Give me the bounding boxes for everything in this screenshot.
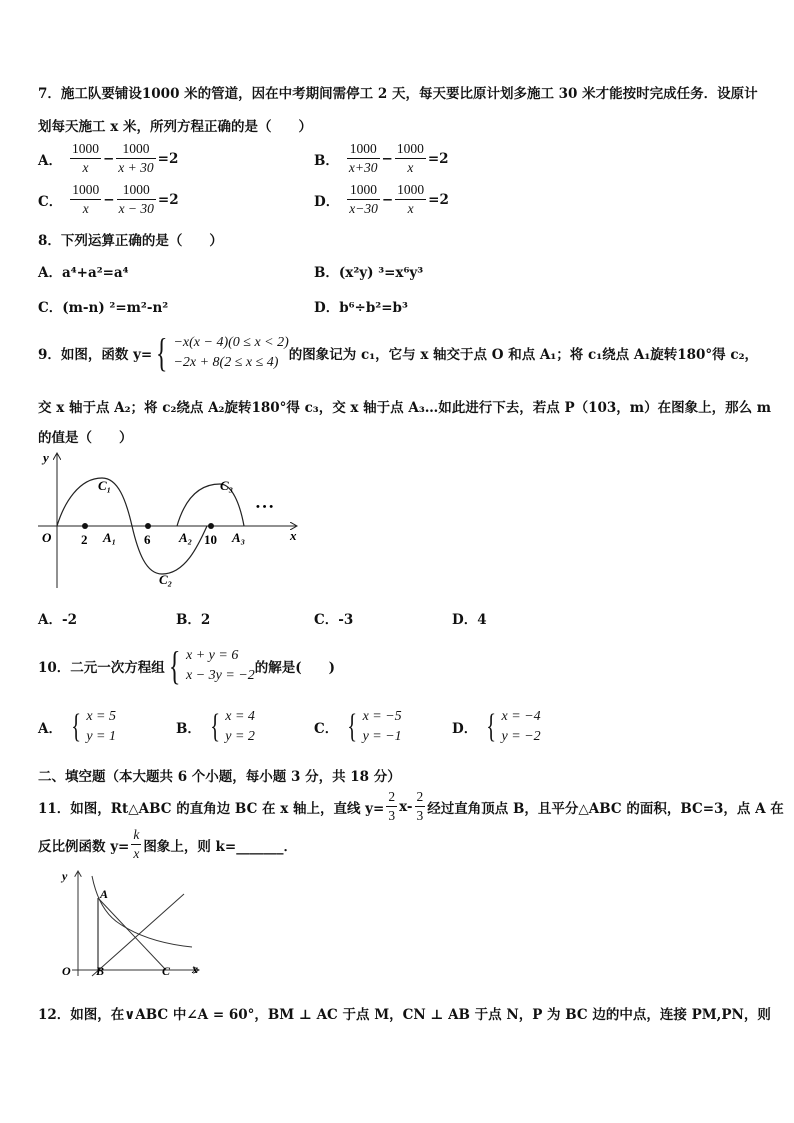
solution-system [68,707,116,747]
point-2 [82,523,88,529]
q7-option-a[interactable] [38,140,178,177]
label-c3: C₃ [220,478,234,493]
q7-option-b[interactable] [314,140,449,177]
fraction: $\frac{1000}{x}$ [71,141,99,175]
option-label: C． [314,721,339,737]
minus-sign: − [381,150,393,167]
q12-stem: 12．如图，在∨ABC 中∠A = 60°，BM ⊥ AC 于点 M，CN ⊥ AB 于点 N，P 为 BC 边的中点，连接 PM,PN，则 [38,1007,771,1023]
label-a1: A₁ [103,530,117,545]
solution-y: y = 2 [225,729,255,744]
q8-option-b[interactable]: B．(x²y) ³=x⁶y³ [314,265,424,281]
tick-label-10: 10 [204,532,217,547]
q10-option-c[interactable] [314,707,402,747]
point-10 [208,523,214,529]
x-axis-label: x [290,528,297,543]
q9-stem-line3: 的值是（ ） [38,430,133,446]
minus-sign: − [102,150,115,167]
q8-stem: 8．下列运算正确的是（ ） [38,233,223,249]
brace-icon: { [156,330,168,375]
equation-rhs: =2 [428,191,449,208]
solution-x: x = 5 [86,709,116,724]
q9-graph [34,448,304,593]
option-label: C． [38,193,63,210]
brace-icon: { [210,708,220,745]
label-a2: A₂ [179,530,193,545]
brace-icon: { [71,708,82,745]
label-c1: C₁ [98,478,112,493]
option-label: D． [314,193,340,210]
q7-option-c[interactable] [38,181,179,218]
q7-stem-line2: 划每天施工 x 米，所列方程正确的是（ ） [38,119,312,135]
q11-graph [58,866,208,978]
curve-c1 [57,478,132,526]
option-label: B． [314,152,339,169]
point-c-label: C [162,964,171,978]
equation-2: x − 3y = −2 [186,668,255,683]
brace-icon: { [347,708,358,745]
solution-x: x = −4 [501,709,541,724]
q11-line2-start: 反比例函数 y= [38,838,130,855]
q11-part2: 经过直角顶点 B，且平分△ABC 的面积，BC=3，点 A 在 [427,800,784,817]
equation-rhs: =2 [157,150,179,167]
fraction: $\frac{1000}{x+30}$ [348,141,378,175]
brace-icon: { [486,708,497,745]
minus-sign: − [103,191,115,208]
solution-x: x = −5 [362,709,402,724]
minus-sign: − [381,191,394,208]
x-axis-label: x [192,962,198,976]
q8-option-c[interactable]: C．(m-n) ²=m²-n² [38,300,169,316]
point-b-label: B [96,964,105,978]
tick-label-6: 6 [144,532,151,547]
q7-option-d[interactable] [314,181,449,218]
q10-option-d[interactable] [452,707,541,747]
q11-stem-line1 [38,788,784,825]
option-label: D． [452,721,478,737]
q11-mid: x- [399,798,413,815]
equation-1: x + y = 6 [186,648,239,663]
solution-y: y = −1 [362,729,402,744]
origin-label: O [62,964,71,978]
piece-1: −x(x − 4)(0 ≤ x < 2) [173,335,289,350]
equation-rhs: =2 [427,150,449,167]
q9-stem-line1 [38,330,758,375]
option-label: B． [176,721,201,737]
q11-part1: 11．如图，Rt△ABC 的直角边 BC 在 x 轴上，直线 y= [38,800,385,817]
q11-line2-end: 图象上，则 k=_______． [143,838,297,855]
fraction: $\frac{k}{x}$ [133,827,140,861]
label-a3: A₃ [232,530,246,545]
fraction: $\frac{2}{3}$ [416,789,424,823]
solution-x: x = 4 [225,709,255,724]
fraction: $\frac{1000}{x + 30}$ [118,141,154,175]
q9-option-c[interactable]: C．-3 [314,612,354,628]
q10-option-a[interactable] [38,707,116,747]
q9-option-d[interactable]: D．4 [452,612,487,628]
fraction: $\frac{2}{3}$ [388,789,396,823]
q10-option-b[interactable] [176,707,255,747]
solution-system [344,707,401,747]
fraction: $\frac{1000}{x}$ [72,182,100,216]
fraction: $\frac{1000}{x-30}$ [349,182,378,216]
q9-option-a[interactable]: A．-2 [38,612,77,628]
q9-stem-line2: 交 x 轴于点 A₂；将 c₂绕点 A₂旋转180°得 c₃，交 x 轴于点 A₃…如此进行下去，若点 P（103，m）在图象上，那么 m [38,400,772,416]
solution-system [207,707,255,747]
q10-prefix: 10．二元一次方程组 [38,660,165,676]
option-label: A． [38,721,62,737]
origin-label: O [42,530,52,545]
solution-system [483,707,540,747]
solution-y: y = 1 [86,729,116,744]
y-axis-label: y [43,450,49,465]
q7-stem-line1: 7．施工队要铺设1000 米的管道，因在中考期间需停工 2 天，每天要比原计划多施工 30 米才能按时完成任务．设原计 [38,86,758,102]
brace-icon: { [168,643,181,688]
continuation-dots: • • • [256,501,274,513]
point-a-label: A [100,887,109,901]
side-ac [98,898,166,970]
y-axis-label: y [62,869,68,883]
equation-system [165,643,255,688]
q9-suffix: 的图象记为 c₁，它与 x 轴交于点 O 和点 A₁；将 c₁绕点 A₁旋转180°得 c₂， [288,347,758,363]
q8-option-a[interactable]: A．a⁴+a²=a⁴ [38,265,129,281]
fraction: $\frac{1000}{x - 30}$ [118,182,154,216]
q9-option-b[interactable]: B．2 [176,612,211,628]
section-heading: 二、填空题（本大题共 6 个小题，每小题 3 分，共 18 分） [38,769,401,785]
piecewise-function [152,330,289,375]
piece-2: −2x + 8(2 ≤ x ≤ 4) [173,355,279,370]
q10-suffix: 的解是( ) [254,660,336,676]
equation-rhs: =2 [157,191,179,208]
option-label: A． [38,152,62,169]
q8-option-d[interactable]: D．b⁶÷b²=b³ [314,300,408,316]
fraction: $\frac{1000}{x}$ [397,182,425,216]
q9-prefix: 9．如图，函数 y= [38,347,153,363]
fraction: $\frac{1000}{x}$ [396,141,424,175]
tick-label-2: 2 [81,532,88,547]
solution-y: y = −2 [501,729,541,744]
curve-c3 [177,484,244,526]
q10-stem [38,643,336,688]
q11-stem-line2 [38,826,297,863]
label-c2: C₂ [159,572,173,587]
point-6 [145,523,151,529]
